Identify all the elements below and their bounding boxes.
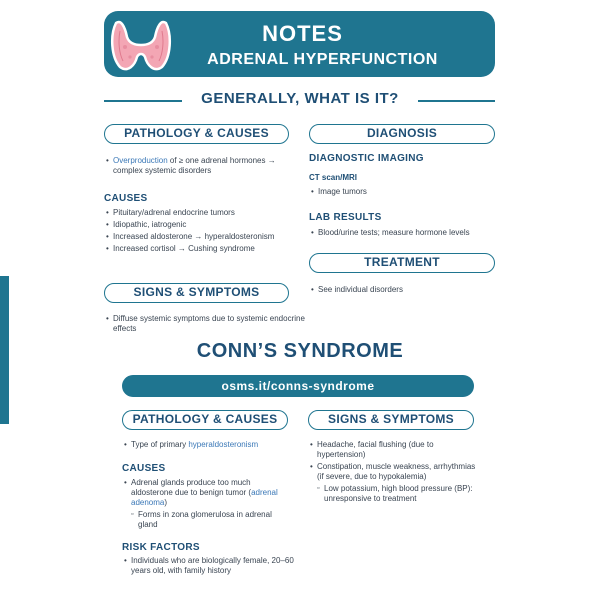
header-banner [104, 11, 495, 77]
highlight-term: hyperaldosteronism [188, 440, 259, 449]
conn-causes-heading: CAUSES [122, 463, 166, 474]
risk-factors-list [124, 556, 294, 578]
highlight-term: adrenal adenoma [131, 488, 278, 507]
page-edge-tab [0, 276, 9, 424]
treatment-pill: TREATMENT [309, 253, 495, 273]
divider-left [104, 100, 182, 102]
list-item: • Increased aldosterone → hyperaldosteronism [106, 232, 296, 242]
diagnosis-pill: DIAGNOSIS [309, 124, 495, 144]
list-item: • Headache, facial flushing (due to hypertension) [310, 440, 478, 460]
conn-pathology-list [124, 440, 300, 452]
bullet-text: ) [164, 498, 168, 507]
bullet-text: Adrenal glands produce too much aldosterone due to benign tumor ( [131, 478, 252, 497]
list-item: • Image tumors [311, 187, 491, 197]
lab-list [311, 228, 497, 240]
list-item [124, 440, 300, 450]
list-item [124, 478, 289, 508]
list-item: • Blood/urine tests; measure hormone levels [311, 228, 497, 238]
list-item: • Increased cortisol → Cushing syndrome [106, 244, 296, 254]
section-heading-general: GENERALLY, WHAT IS IT? [201, 90, 399, 107]
list-item: • Idiopathic, iatrogenic [106, 220, 296, 230]
risk-factors-heading: RISK FACTORS [122, 542, 200, 553]
nested-list-item: ▫ Forms in zona glomerulosa in adrenal gland [124, 510, 289, 530]
pathology-causes-pill: PATHOLOGY & CAUSES [104, 124, 289, 144]
ct-list [311, 187, 491, 199]
highlight-term: Overproduction [113, 156, 168, 165]
page-title: NOTES [262, 21, 343, 46]
treatment-list [311, 285, 491, 297]
list-item: • Diffuse systemic symptoms due to systemic endocrine effects [106, 314, 306, 334]
list-item: • Individuals who are biologically female, 20–60 years old, with family history [124, 556, 294, 576]
diagnostic-imaging-heading: DIAGNOSTIC IMAGING [309, 153, 424, 164]
page-subtitle: ADRENAL HYPERFUNCTION [207, 51, 438, 68]
causes-heading: CAUSES [104, 193, 148, 204]
list-item: • See individual disorders [311, 285, 491, 295]
bullet-text: Type of primary [131, 440, 189, 449]
ct-mri-heading: CT scan/MRI [309, 173, 358, 182]
pathology-list [106, 156, 306, 178]
conn-causes-list [124, 478, 289, 532]
divider-right [418, 100, 495, 102]
nested-list-item: ▫ Low potassium, high blood pressure (BP): unresponsive to treatment [310, 484, 478, 504]
causes-list [106, 208, 296, 256]
list-item [106, 156, 306, 176]
conn-signs-list [310, 440, 478, 506]
bullet-text: of ≥ one adrenal hormones → complex systemic disorders [113, 156, 276, 175]
conn-signs-symptoms-pill: SIGNS & SYMPTOMS [308, 410, 474, 430]
signs-symptoms-pill: SIGNS & SYMPTOMS [104, 283, 289, 303]
conns-syndrome-link[interactable]: osms.it/conns-syndrome [122, 375, 474, 397]
conns-syndrome-title: CONN’S SYNDROME [196, 340, 404, 362]
conn-pathology-causes-pill: PATHOLOGY & CAUSES [122, 410, 288, 430]
list-item: • Pituitary/adrenal endocrine tumors [106, 208, 296, 218]
signs-list [106, 314, 306, 336]
lab-results-heading: LAB RESULTS [309, 212, 382, 223]
list-item: • Constipation, muscle weakness, arrhythmias (if severe, due to hypokalemia) [310, 462, 478, 482]
